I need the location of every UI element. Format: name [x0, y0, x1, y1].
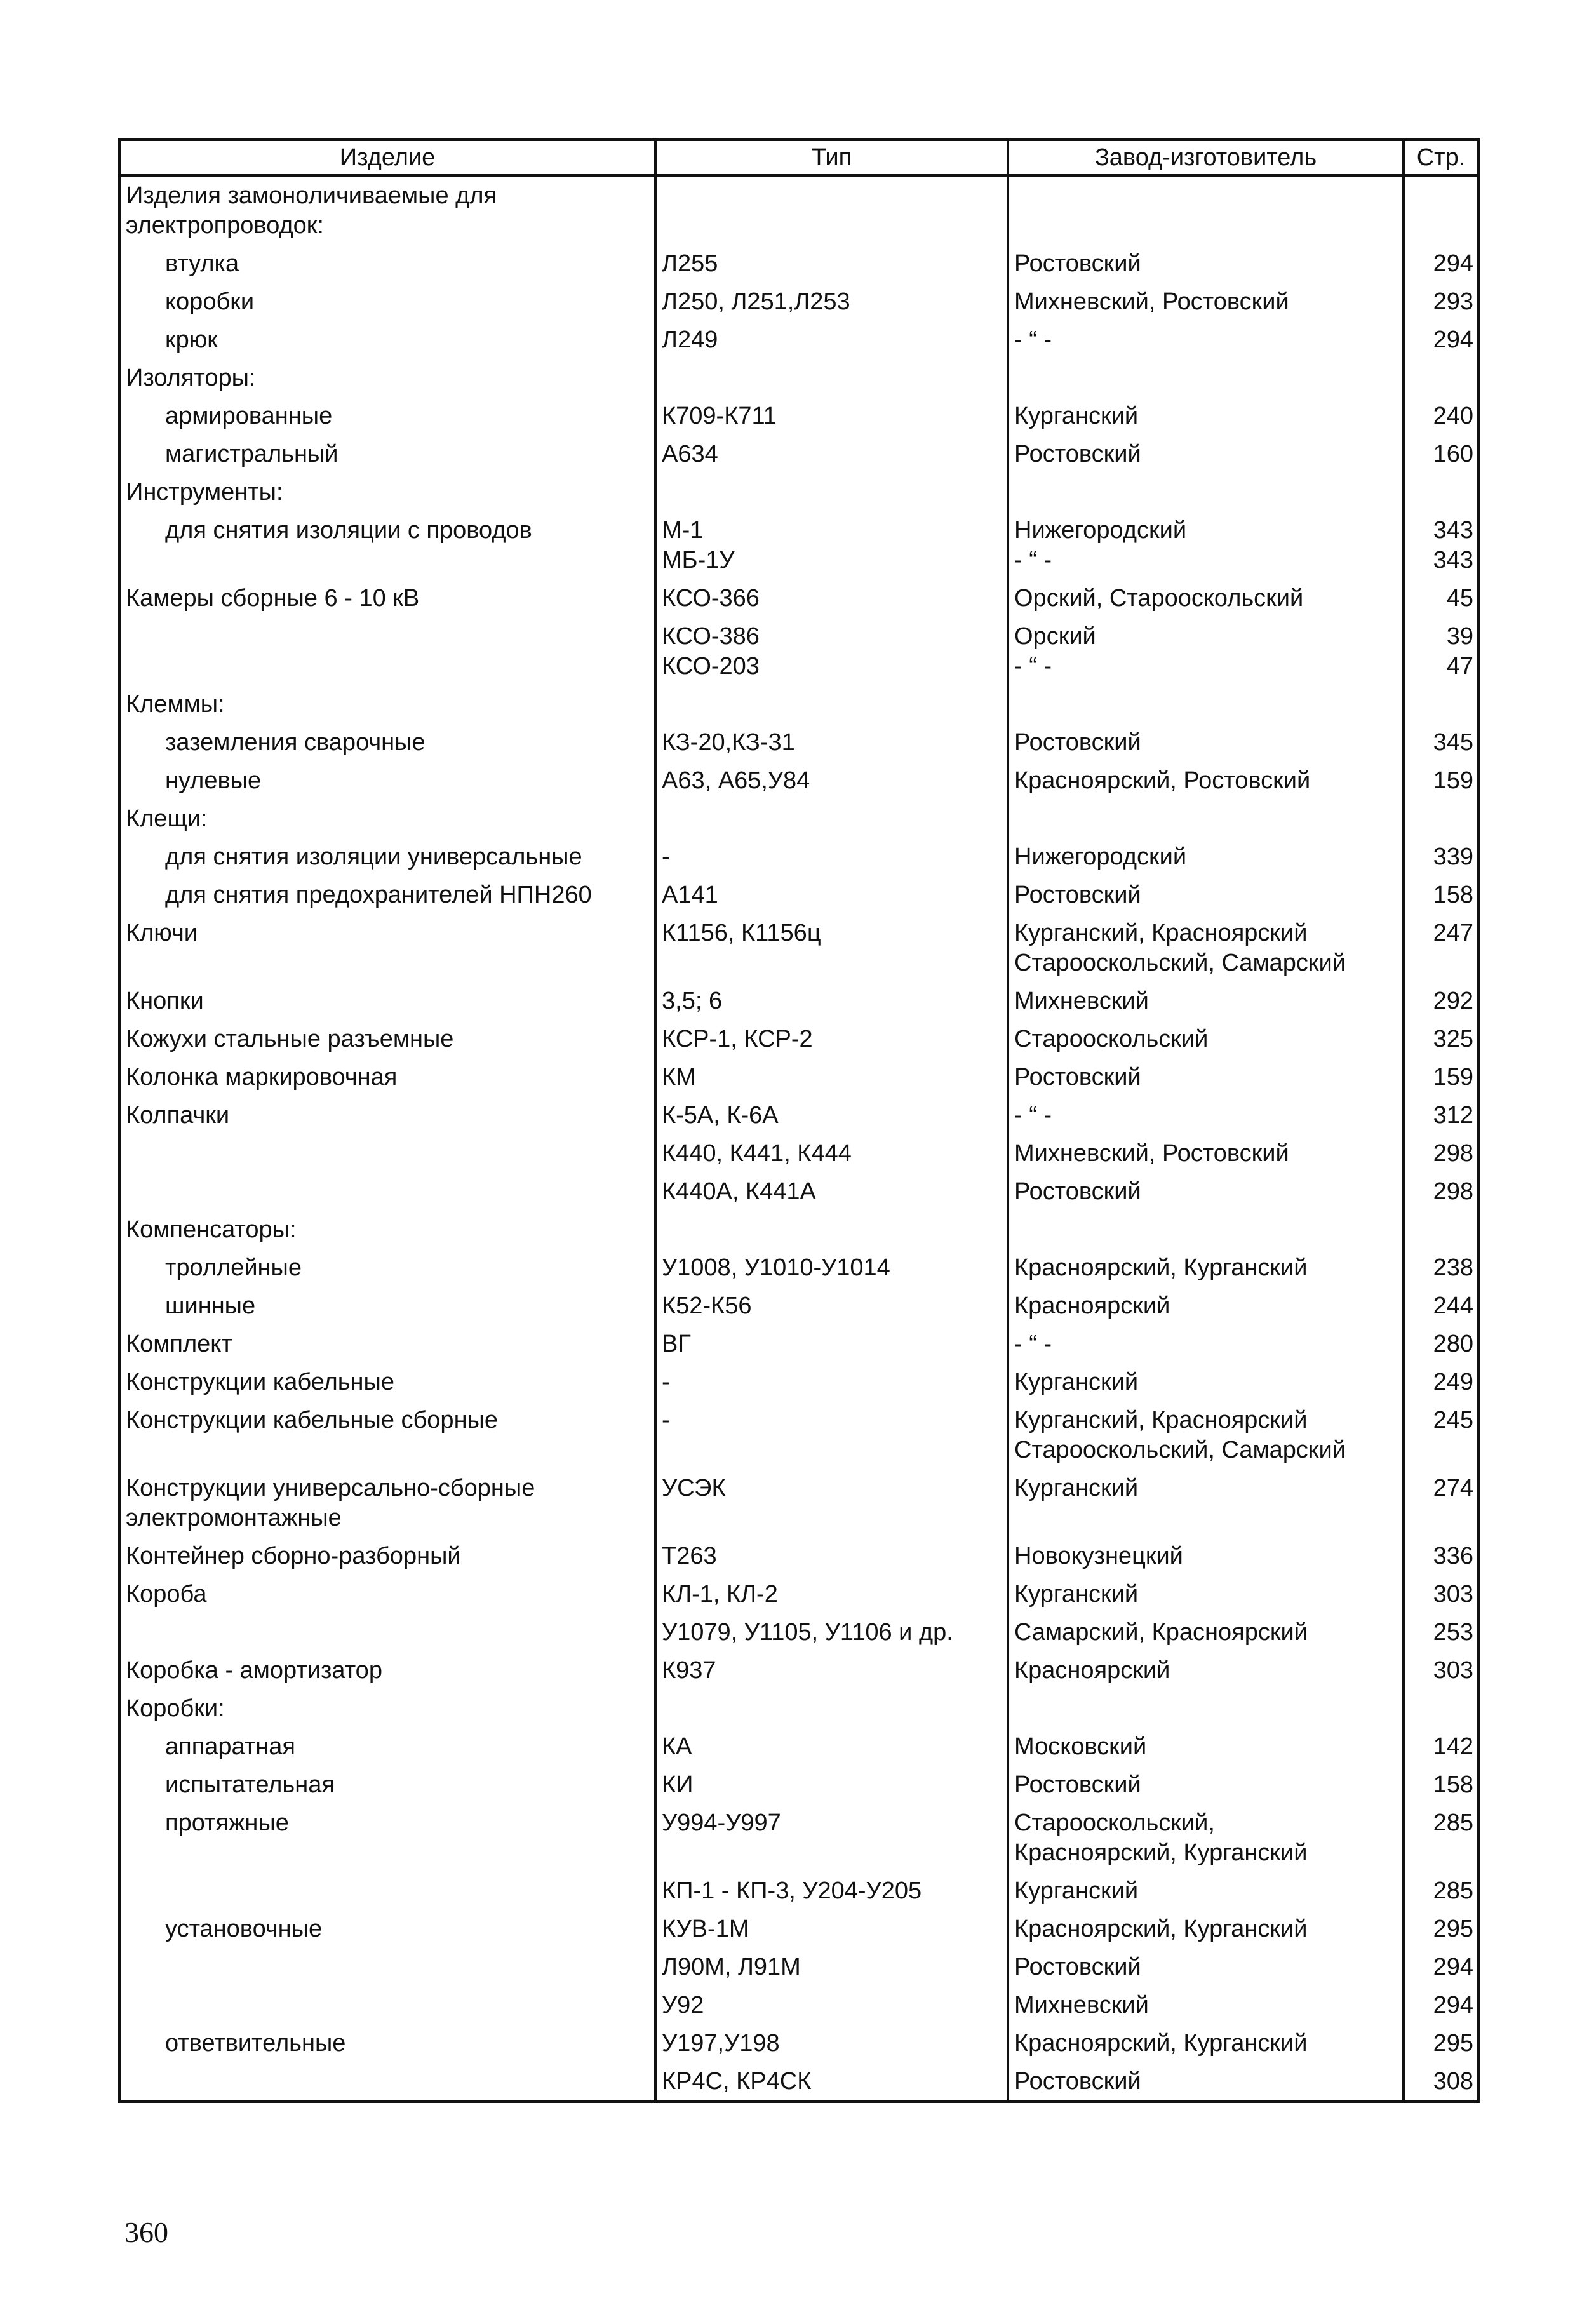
cell-page: [1404, 1211, 1478, 1249]
header-maker: Завод-изготовитель: [1008, 140, 1404, 175]
cell-page: 39 47: [1404, 617, 1478, 685]
cell-product: Колонка маркировочная: [119, 1058, 655, 1096]
cell-page: 295: [1404, 1910, 1478, 1948]
cell-maker: Новокузнецкий: [1008, 1537, 1404, 1575]
table-row: [119, 1728, 1478, 1766]
header-page: Стр.: [1404, 140, 1478, 175]
catalog-table: [118, 138, 1480, 2103]
cell-maker: Михневский: [1008, 1986, 1404, 2024]
cell-product: Колпачки: [119, 1096, 655, 1134]
cell-page: 303: [1404, 1651, 1478, 1689]
cell-type: У994-У997: [655, 1804, 1008, 1872]
cell-maker: [1008, 175, 1404, 245]
table-row: [119, 982, 1478, 1020]
table-row: [119, 1134, 1478, 1172]
cell-maker: Ростовский: [1008, 435, 1404, 473]
cell-product: армированные: [119, 397, 655, 435]
table-row: [119, 1986, 1478, 2024]
cell-page: 293: [1404, 283, 1478, 321]
cell-maker: Ростовский: [1008, 245, 1404, 283]
cell-page: 294: [1404, 1986, 1478, 2024]
cell-page: [1404, 175, 1478, 245]
cell-type: А141: [655, 876, 1008, 914]
cell-maker: Курганский: [1008, 1872, 1404, 1910]
table-row: [119, 321, 1478, 359]
cell-maker: [1008, 685, 1404, 723]
cell-product: троллейные: [119, 1249, 655, 1287]
cell-page: 325: [1404, 1020, 1478, 1058]
cell-maker: - “ -: [1008, 321, 1404, 359]
table-row: [119, 1287, 1478, 1325]
cell-page: 336: [1404, 1537, 1478, 1575]
cell-page: 158: [1404, 1766, 1478, 1804]
cell-type: К1156, К1156ц: [655, 914, 1008, 982]
cell-type: 3,5; 6: [655, 982, 1008, 1020]
cell-page: 240: [1404, 397, 1478, 435]
cell-maker: Старооскольский, Красноярский, Курганский: [1008, 1804, 1404, 1872]
cell-type: М-1 МБ-1У: [655, 511, 1008, 579]
cell-product: шинные: [119, 1287, 655, 1325]
table-row: [119, 1211, 1478, 1249]
cell-product: Изделия замоноличиваемые для электропроводок:: [119, 175, 655, 245]
page-number: 360: [124, 2216, 168, 2248]
cell-page: 294: [1404, 321, 1478, 359]
cell-page: 292: [1404, 982, 1478, 1020]
cell-product: Конструкции кабельные сборные: [119, 1401, 655, 1469]
table-row: [119, 1172, 1478, 1211]
cell-page: 343 343: [1404, 511, 1478, 579]
cell-type: Л249: [655, 321, 1008, 359]
cell-type: К-5А, К-6А: [655, 1096, 1008, 1134]
table-row: [119, 1651, 1478, 1689]
cell-maker: Ростовский: [1008, 723, 1404, 762]
cell-page: 244: [1404, 1287, 1478, 1325]
cell-page: 159: [1404, 762, 1478, 800]
cell-type: [655, 473, 1008, 511]
cell-type: У1079, У1105, У1106 и др.: [655, 1613, 1008, 1651]
cell-type: ВГ: [655, 1325, 1008, 1363]
cell-product: Контейнер сборно-разборный: [119, 1537, 655, 1575]
cell-type: Л90М, Л91М: [655, 1948, 1008, 1986]
table-row: [119, 1249, 1478, 1287]
table-row: [119, 397, 1478, 435]
cell-product: ответвительные: [119, 2024, 655, 2062]
cell-product: Коробки:: [119, 1689, 655, 1728]
table-row: [119, 876, 1478, 914]
cell-page: 303: [1404, 1575, 1478, 1613]
cell-page: 339: [1404, 838, 1478, 876]
cell-product: для снятия предохранителей НПН260: [119, 876, 655, 914]
cell-page: [1404, 685, 1478, 723]
cell-page: [1404, 359, 1478, 397]
cell-type: КМ: [655, 1058, 1008, 1096]
cell-product: заземления сварочные: [119, 723, 655, 762]
cell-page: 253: [1404, 1613, 1478, 1651]
cell-product: крюк: [119, 321, 655, 359]
cell-product: Клещи:: [119, 800, 655, 838]
table-row: [119, 473, 1478, 511]
cell-maker: Красноярский, Курганский: [1008, 1910, 1404, 1948]
cell-maker: [1008, 359, 1404, 397]
cell-maker: Ростовский: [1008, 1058, 1404, 1096]
cell-page: 285: [1404, 1872, 1478, 1910]
cell-product: для снятия изоляции с проводов: [119, 511, 655, 579]
header-row: [119, 140, 1478, 175]
cell-maker: Михневский, Ростовский: [1008, 283, 1404, 321]
cell-maker: Курганский, Красноярский Старооскольский, Самарский: [1008, 1401, 1404, 1469]
cell-maker: Старооскольский: [1008, 1020, 1404, 1058]
cell-type: К440, К441, К444: [655, 1134, 1008, 1172]
table-row: [119, 1910, 1478, 1948]
cell-page: 308: [1404, 2062, 1478, 2102]
cell-product: Компенсаторы:: [119, 1211, 655, 1249]
cell-page: 285: [1404, 1804, 1478, 1872]
cell-product: нулевые: [119, 762, 655, 800]
cell-maker: Курганский: [1008, 1363, 1404, 1401]
cell-maker: Красноярский, Курганский: [1008, 1249, 1404, 1287]
cell-product: [119, 1613, 655, 1651]
table-row: [119, 1469, 1478, 1537]
table-row: [119, 1766, 1478, 1804]
table-row: [119, 1325, 1478, 1363]
cell-maker: Курганский, Красноярский Старооскольский, Самарский: [1008, 914, 1404, 982]
cell-maker: - “ -: [1008, 1325, 1404, 1363]
table-row: [119, 723, 1478, 762]
table-row: [119, 1872, 1478, 1910]
cell-type: Л250, Л251,Л253: [655, 283, 1008, 321]
table-row: [119, 579, 1478, 617]
cell-page: 249: [1404, 1363, 1478, 1401]
cell-maker: [1008, 473, 1404, 511]
cell-maker: Московский: [1008, 1728, 1404, 1766]
cell-page: [1404, 1689, 1478, 1728]
catalog-table-container: [118, 138, 1477, 2103]
cell-type: К52-К56: [655, 1287, 1008, 1325]
table-row: [119, 2062, 1478, 2102]
cell-product: [119, 1986, 655, 2024]
cell-type: Л255: [655, 245, 1008, 283]
cell-page: 280: [1404, 1325, 1478, 1363]
cell-type: КА: [655, 1728, 1008, 1766]
cell-product: [119, 617, 655, 685]
cell-page: 245: [1404, 1401, 1478, 1469]
cell-page: 298: [1404, 1172, 1478, 1211]
table-row: [119, 283, 1478, 321]
cell-type: У1008, У1010-У1014: [655, 1249, 1008, 1287]
cell-maker: Ростовский: [1008, 1948, 1404, 1986]
cell-maker: Михневский: [1008, 982, 1404, 1020]
cell-maker: Орский - “ -: [1008, 617, 1404, 685]
cell-product: аппаратная: [119, 1728, 655, 1766]
cell-maker: Нижегородский: [1008, 838, 1404, 876]
table-row: [119, 1948, 1478, 1986]
cell-type: К440А, К441А: [655, 1172, 1008, 1211]
table-row: [119, 1689, 1478, 1728]
cell-type: КР4С, КР4СК: [655, 2062, 1008, 2102]
table-row: [119, 1096, 1478, 1134]
cell-maker: Самарский, Красноярский: [1008, 1613, 1404, 1651]
header-product: Изделие: [119, 140, 655, 175]
table-row: [119, 838, 1478, 876]
table-row: [119, 1058, 1478, 1096]
cell-type: -: [655, 1401, 1008, 1469]
cell-type: К709-К711: [655, 397, 1008, 435]
cell-type: КЛ-1, КЛ-2: [655, 1575, 1008, 1613]
table-row: [119, 245, 1478, 283]
cell-type: КСР-1, КСР-2: [655, 1020, 1008, 1058]
cell-product: Комплект: [119, 1325, 655, 1363]
cell-product: Камеры сборные 6 - 10 кВ: [119, 579, 655, 617]
cell-type: КСО-366: [655, 579, 1008, 617]
cell-page: 294: [1404, 1948, 1478, 1986]
cell-page: 142: [1404, 1728, 1478, 1766]
table-row: [119, 359, 1478, 397]
cell-product: [119, 1134, 655, 1172]
cell-page: [1404, 473, 1478, 511]
cell-type: У92: [655, 1986, 1008, 2024]
cell-product: [119, 1872, 655, 1910]
cell-maker: Красноярский, Ростовский: [1008, 762, 1404, 800]
cell-type: -: [655, 1363, 1008, 1401]
table-row: [119, 1020, 1478, 1058]
cell-type: КСО-386 КСО-203: [655, 617, 1008, 685]
cell-type: КП-1 - КП-3, У204-У205: [655, 1872, 1008, 1910]
table-body: [119, 175, 1478, 2102]
cell-maker: Ростовский: [1008, 1766, 1404, 1804]
cell-maker: - “ -: [1008, 1096, 1404, 1134]
cell-maker: Красноярский: [1008, 1651, 1404, 1689]
cell-product: Конструкции кабельные: [119, 1363, 655, 1401]
cell-page: 247: [1404, 914, 1478, 982]
cell-page: 345: [1404, 723, 1478, 762]
table-row: [119, 914, 1478, 982]
cell-type: УСЭК: [655, 1469, 1008, 1537]
table-row: [119, 1613, 1478, 1651]
cell-page: 274: [1404, 1469, 1478, 1537]
table-row: [119, 1804, 1478, 1872]
cell-type: А63, А65,У84: [655, 762, 1008, 800]
cell-type: КЗ-20,КЗ-31: [655, 723, 1008, 762]
cell-product: магистральный: [119, 435, 655, 473]
cell-maker: Михневский, Ростовский: [1008, 1134, 1404, 1172]
cell-maker: [1008, 800, 1404, 838]
cell-product: [119, 1172, 655, 1211]
cell-maker: [1008, 1211, 1404, 1249]
cell-type: Т263: [655, 1537, 1008, 1575]
cell-maker: Курганский: [1008, 1469, 1404, 1537]
table-row: [119, 1575, 1478, 1613]
table-row: [119, 617, 1478, 685]
cell-maker: Курганский: [1008, 1575, 1404, 1613]
cell-page: 295: [1404, 2024, 1478, 2062]
cell-product: Ключи: [119, 914, 655, 982]
cell-type: КУВ-1М: [655, 1910, 1008, 1948]
cell-type: [655, 175, 1008, 245]
cell-product: втулка: [119, 245, 655, 283]
table-row: [119, 1537, 1478, 1575]
cell-product: Клеммы:: [119, 685, 655, 723]
cell-type: [655, 800, 1008, 838]
cell-product: [119, 1948, 655, 1986]
cell-page: 159: [1404, 1058, 1478, 1096]
cell-page: 158: [1404, 876, 1478, 914]
cell-product: Инструменты:: [119, 473, 655, 511]
cell-type: [655, 1689, 1008, 1728]
cell-product: установочные: [119, 1910, 655, 1948]
header-type: Тип: [655, 140, 1008, 175]
cell-page: 160: [1404, 435, 1478, 473]
cell-product: Короба: [119, 1575, 655, 1613]
cell-page: [1404, 800, 1478, 838]
cell-type: КИ: [655, 1766, 1008, 1804]
cell-product: [119, 2062, 655, 2102]
cell-type: У197,У198: [655, 2024, 1008, 2062]
cell-product: для снятия изоляции универсальные: [119, 838, 655, 876]
cell-type: К937: [655, 1651, 1008, 1689]
cell-page: 294: [1404, 245, 1478, 283]
table-row: [119, 1401, 1478, 1469]
cell-type: [655, 1211, 1008, 1249]
table-row: [119, 762, 1478, 800]
cell-product: Коробка - амортизатор: [119, 1651, 655, 1689]
cell-page: 238: [1404, 1249, 1478, 1287]
cell-maker: Ростовский: [1008, 2062, 1404, 2102]
table-row: [119, 511, 1478, 579]
table-row: [119, 1363, 1478, 1401]
cell-product: Изоляторы:: [119, 359, 655, 397]
cell-page: 312: [1404, 1096, 1478, 1134]
cell-product: протяжные: [119, 1804, 655, 1872]
cell-maker: Нижегородский - “ -: [1008, 511, 1404, 579]
table-row: [119, 800, 1478, 838]
cell-page: 298: [1404, 1134, 1478, 1172]
cell-maker: Красноярский: [1008, 1287, 1404, 1325]
cell-maker: Ростовский: [1008, 876, 1404, 914]
cell-page: 45: [1404, 579, 1478, 617]
cell-type: [655, 359, 1008, 397]
cell-type: [655, 685, 1008, 723]
cell-product: Кнопки: [119, 982, 655, 1020]
table-row: [119, 2024, 1478, 2062]
table-row: [119, 435, 1478, 473]
cell-maker: Курганский: [1008, 397, 1404, 435]
cell-maker: Орский, Старооскольский: [1008, 579, 1404, 617]
cell-type: А634: [655, 435, 1008, 473]
cell-product: испытательная: [119, 1766, 655, 1804]
table-row: [119, 175, 1478, 245]
table-row: [119, 685, 1478, 723]
cell-product: Кожухи стальные разъемные: [119, 1020, 655, 1058]
cell-type: -: [655, 838, 1008, 876]
cell-maker: [1008, 1689, 1404, 1728]
cell-maker: Красноярский, Курганский: [1008, 2024, 1404, 2062]
cell-maker: Ростовский: [1008, 1172, 1404, 1211]
cell-product: коробки: [119, 283, 655, 321]
cell-product: Конструкции универсально-сборные электромонтажные: [119, 1469, 655, 1537]
